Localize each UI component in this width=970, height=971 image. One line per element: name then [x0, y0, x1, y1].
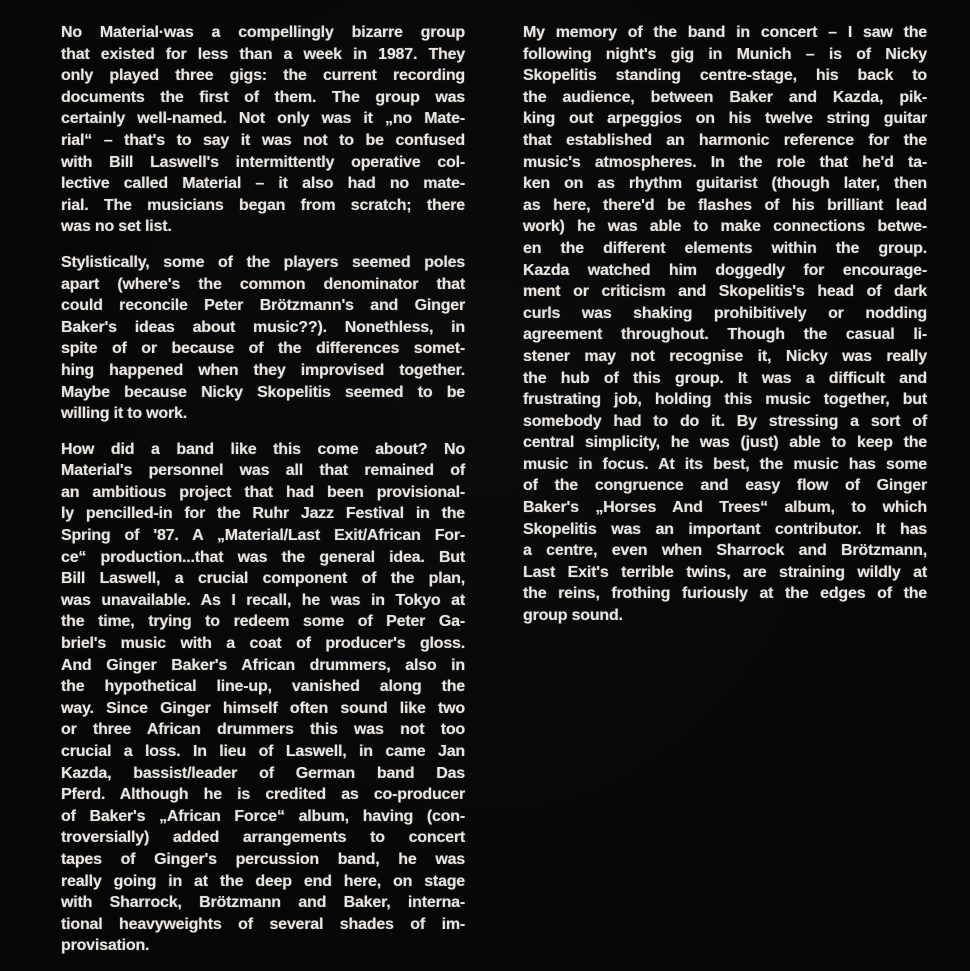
- text-line: with Bill Laswell's intermittently operative col-: [61, 153, 465, 171]
- text-line: Bill Laswell, a crucial component of the plan,: [61, 570, 465, 588]
- text-line: crucial a loss. In lieu of Laswell, in came Jan: [61, 743, 465, 760]
- text-line: central simplicity, he was (just) able to keep the: [523, 434, 927, 452]
- text-line: of the congruence and easy flow of Ginger: [523, 477, 927, 495]
- text-line: certainly well-named. Not only was it „no Mate-: [61, 110, 465, 128]
- paragraph: [523, 22, 927, 627]
- text-line: music in focus. At its best, the music has some: [523, 455, 927, 473]
- text-line: Stylistically, some of the players seemed poles: [61, 253, 465, 271]
- paragraph: [61, 439, 465, 957]
- text-line: spite of or because of the differences somet-: [61, 340, 465, 358]
- text-line: Pferd. Although he is credited as co-producer: [61, 786, 465, 804]
- text-line: the hypothetical line-up, vanished along the: [61, 678, 465, 696]
- text-line: an ambitious project that had been provisional-: [61, 483, 465, 501]
- text-line: the hub of this group. It was a difficult and: [523, 369, 927, 387]
- text-line: following night's gig in Munich – is of Nicky: [523, 45, 927, 63]
- text-line: with Sharrock, Brötzmann and Baker, interna-: [61, 894, 465, 912]
- text-line: work) he was able to make connections betwe-: [523, 218, 927, 236]
- text-line: hing happened when they improvised together.: [61, 361, 465, 379]
- text-line: a centre, even when Sharrock and Brötzmann,: [523, 542, 927, 560]
- text-line: And Ginger Baker's African drummers, also in: [61, 656, 465, 674]
- text-line: No Material·was a compellingly bizarre group: [61, 24, 465, 41]
- text-line: Last Exit's terrible twins, are straining wildly at: [523, 563, 927, 581]
- liner-notes-column-right: [523, 22, 927, 641]
- text-line: briel's music with a coat of producer's gloss.: [61, 635, 465, 653]
- text-line: Spring of '87. A „Material/Last Exit/African For-: [61, 527, 465, 545]
- text-line: documents the first of them. The group was: [61, 88, 465, 106]
- text-line: How did a band like this come about? No: [61, 440, 465, 458]
- text-line: curls was shaking prohibitively or nodding: [523, 304, 927, 322]
- text-line: frustrating job, holding this music together, but: [523, 391, 927, 409]
- text-line: troversially) added arrangements to concert: [61, 829, 465, 847]
- text-line: of Baker's „African Force“ album, having (con-: [61, 807, 465, 825]
- text-line: stener may not recognise it, Nicky was really: [523, 347, 927, 365]
- text-line: the time, trying to redeem some of Peter Ga-: [61, 613, 465, 631]
- text-line: agreement throughout. Though the casual li-: [523, 326, 927, 344]
- text-line: that existed for less than a week in 1987. They: [61, 45, 465, 63]
- text-line: Baker's ideas about music??). Nonethless, in: [61, 318, 465, 336]
- text-line: king out arpeggios on his twelve string guitar: [523, 110, 927, 128]
- text-line: willing it to work.: [61, 405, 187, 423]
- text-line: Kazda, bassist/leader of German band Das: [61, 764, 465, 782]
- text-line: ce“ production...that was the general idea. But: [61, 548, 465, 566]
- text-line: Skopelitis was an important contributor. It has: [523, 520, 927, 538]
- text-line: Skopelitis standing centre-stage, his back to: [523, 67, 927, 85]
- text-line: Kazda watched him doggedly for encourage-: [523, 261, 927, 279]
- text-line: rial. The musicians began from scratch; there: [61, 196, 465, 214]
- text-line: Material's personnel was all that remained of: [61, 462, 465, 480]
- text-line: music's atmospheres. In the role that he'd ta-: [523, 153, 927, 171]
- text-line: rial“ – that's to say it was not to be confused: [61, 131, 465, 149]
- text-line: the reins, frothing furiously at the edges of the: [523, 585, 927, 603]
- text-line: the audience, between Baker and Kazda, pik-: [523, 88, 927, 106]
- text-line: as here, there'd be flashes of his brilliant lead: [523, 196, 927, 214]
- text-line: apart (where's the common denominator that: [61, 275, 465, 293]
- text-line: really going in at the deep end here, on stage: [61, 872, 465, 890]
- text-line: way. Since Ginger himself often sound like two: [61, 699, 465, 717]
- text-line: ly pencilled-in for the Ruhr Jazz Festival in the: [61, 505, 465, 523]
- text-line: Baker's „Horses And Trees“ album, to which: [523, 499, 927, 517]
- text-line: that established an harmonic reference for the: [523, 131, 927, 149]
- text-line: or three African drummers this was not too: [61, 721, 465, 739]
- paragraph: [61, 22, 465, 238]
- paragraph: [61, 252, 465, 425]
- text-line: My memory of the band in concert – I saw the: [523, 24, 927, 41]
- text-line: could reconcile Peter Brötzmann's and Ginger: [61, 297, 465, 315]
- text-line: en the different elements within the group.: [523, 239, 927, 257]
- text-line: tional heavyweights of several shades of im-: [61, 915, 465, 933]
- text-line: only played three gigs: the current recording: [61, 67, 465, 85]
- text-line: Maybe because Nicky Skopelitis seemed to be: [61, 383, 465, 401]
- text-line: ken on as rhythm guitarist (though later, then: [523, 175, 927, 193]
- liner-notes-column-left: [61, 22, 465, 971]
- text-line: was no set list.: [61, 218, 172, 236]
- text-line: provisation.: [61, 937, 150, 955]
- text-line: group sound.: [523, 607, 623, 625]
- text-line: tapes of Ginger's percussion band, he was: [61, 850, 465, 868]
- text-line: ment or criticism and Skopelitis's head of dark: [523, 283, 927, 301]
- text-line: somebody had to do it. By stressing a sort of: [523, 412, 927, 430]
- text-line: was unavailable. As I recall, he was in Tokyo at: [61, 591, 465, 609]
- text-line: lective called Material – it also had no mate-: [61, 175, 465, 193]
